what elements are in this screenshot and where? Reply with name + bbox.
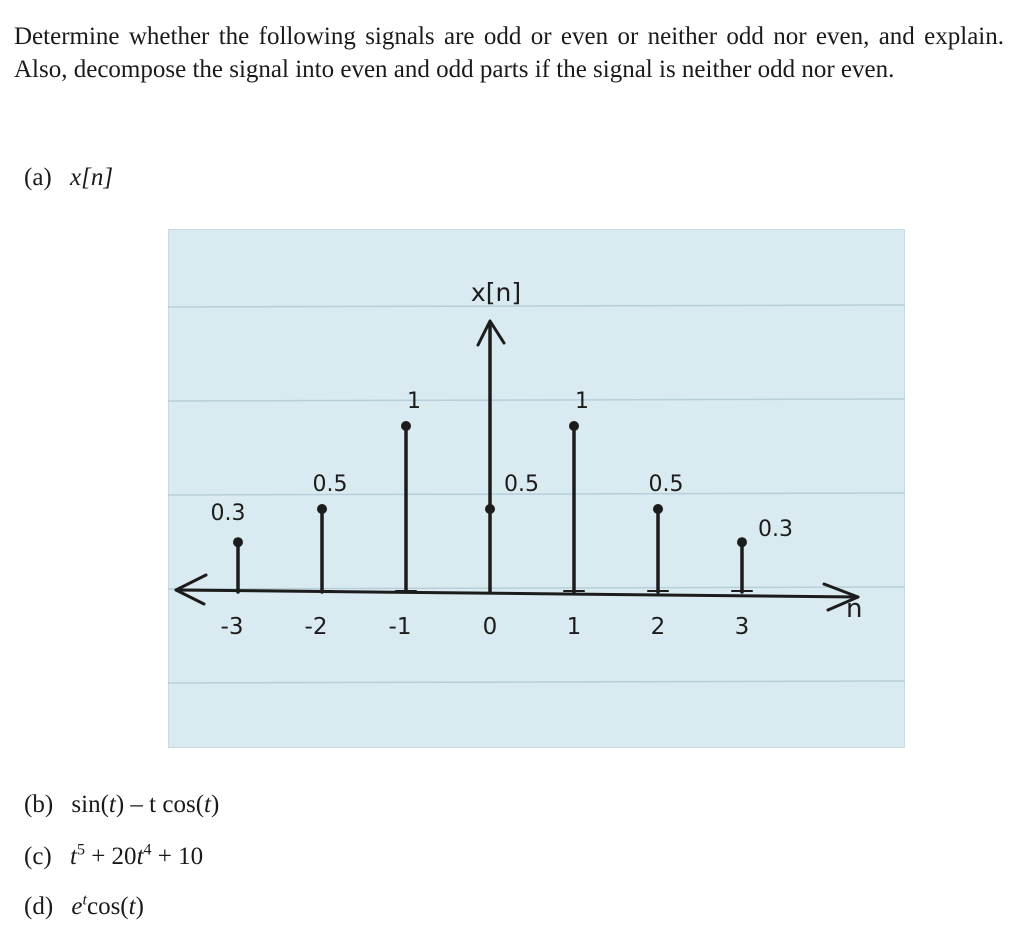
- tick-label-nm1: -1: [388, 614, 412, 640]
- stem-dot-n0: [485, 504, 495, 514]
- part-a-label: (a): [24, 164, 52, 191]
- tick-label-n0: 0: [482, 614, 498, 640]
- part-c: [24, 842, 203, 872]
- tick-label-nm3: -3: [220, 614, 244, 640]
- stem-dot-n2: [653, 504, 663, 514]
- value-label-n2: 0.5: [648, 472, 684, 497]
- part-d-label: (d): [24, 893, 54, 920]
- part-c-label: (c): [24, 843, 52, 870]
- value-label-nm2: 0.5: [312, 472, 348, 497]
- part-c-expression: $t^5 + 20t^4 + 10$: [70, 841, 204, 870]
- tick-label-nm2: -2: [304, 614, 328, 640]
- value-label-nm3: 0.3: [210, 501, 246, 527]
- n-axis-label: n: [846, 594, 863, 624]
- stem-dot-n1: [569, 421, 579, 431]
- value-label-nm1: 1: [407, 389, 421, 414]
- part-b: [24, 790, 219, 820]
- tick-label-n3: 3: [734, 614, 750, 640]
- part-b-label: (b): [24, 791, 54, 818]
- stem-plot: [168, 229, 905, 748]
- plot-title: x[n]: [470, 278, 522, 307]
- stem-dot-nm1: [401, 421, 411, 431]
- stem-dot-nm3: [233, 537, 243, 547]
- part-a: [24, 163, 113, 193]
- tick-label-n2: 2: [650, 614, 666, 640]
- problem-statement: Determine whether the following signals are odd or even or neither odd nor even, and explain. Also, decompose the signal into even and odd parts if the signal is neither odd nor even.: [14, 23, 1004, 83]
- part-a-expression: x[n]: [70, 164, 114, 191]
- part-d: [24, 892, 144, 922]
- stem-dot-nm2: [317, 504, 327, 514]
- tick-label-n1: 1: [566, 614, 582, 640]
- part-b-expression: sin(t) – t cos(t): [71, 791, 220, 818]
- n-axis-line: [176, 590, 858, 597]
- value-label-n0: 0.5: [504, 472, 539, 497]
- stem-dot-n3: [737, 537, 747, 547]
- handwritten-stem-plot-photo: [168, 229, 905, 748]
- value-label-n3: 0.3: [758, 517, 793, 543]
- part-d-expression: $e^t\cos(t)$: [71, 891, 144, 920]
- value-label-n1: 1: [575, 389, 589, 414]
